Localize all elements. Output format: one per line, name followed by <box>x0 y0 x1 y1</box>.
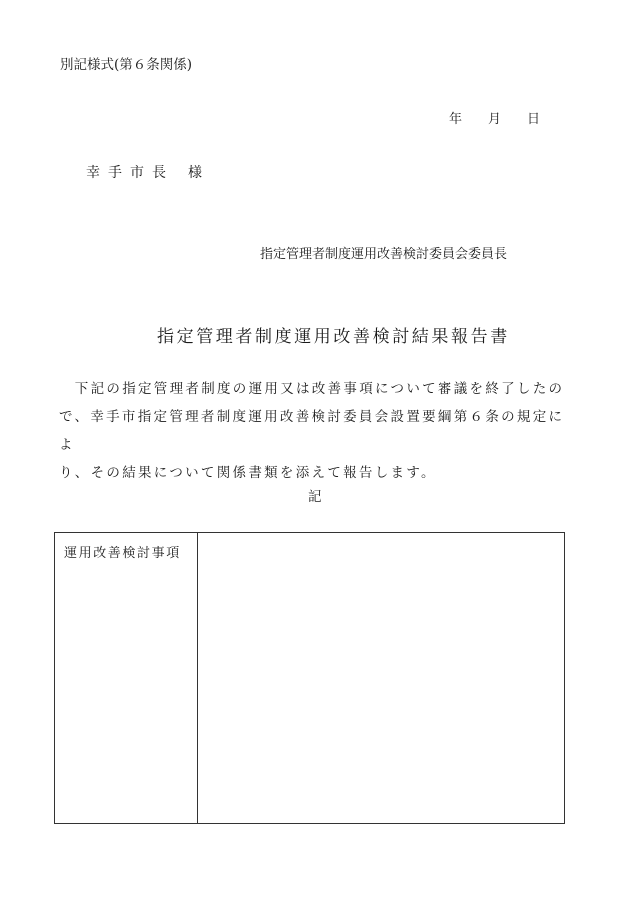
addressee <box>86 162 210 182</box>
body-line: で、幸手市指定管理者制度運用改善検討委員会設置要綱第６条の規定によ <box>59 409 565 453</box>
body-line: 下記の指定管理者制度の運用又は改善事項について審議を終了したの <box>59 381 565 397</box>
document-title: 指定管理者制度運用改善検討結果報告書 <box>157 327 510 347</box>
body-text <box>59 375 579 487</box>
body-line: り、その結果について関係書類を添えて報告します。 <box>59 465 437 481</box>
table-content-cell[interactable] <box>198 533 564 823</box>
sender: 指定管理者制度運用改善検討委員会委員長 <box>260 247 508 262</box>
addressee-honorific: 様 <box>188 165 210 181</box>
date-month: 月 <box>488 112 502 127</box>
table-label-cell: 運用改善検討事項 <box>55 533 198 823</box>
date-year: 年 <box>449 112 463 127</box>
form-label: 別記様式(第６条関係) <box>60 57 193 73</box>
date-day: 日 <box>527 112 541 127</box>
addressee-name: 幸手市長 <box>86 165 174 181</box>
date-line <box>449 108 540 127</box>
review-table <box>54 532 565 824</box>
ki-heading: 記 <box>308 489 322 505</box>
